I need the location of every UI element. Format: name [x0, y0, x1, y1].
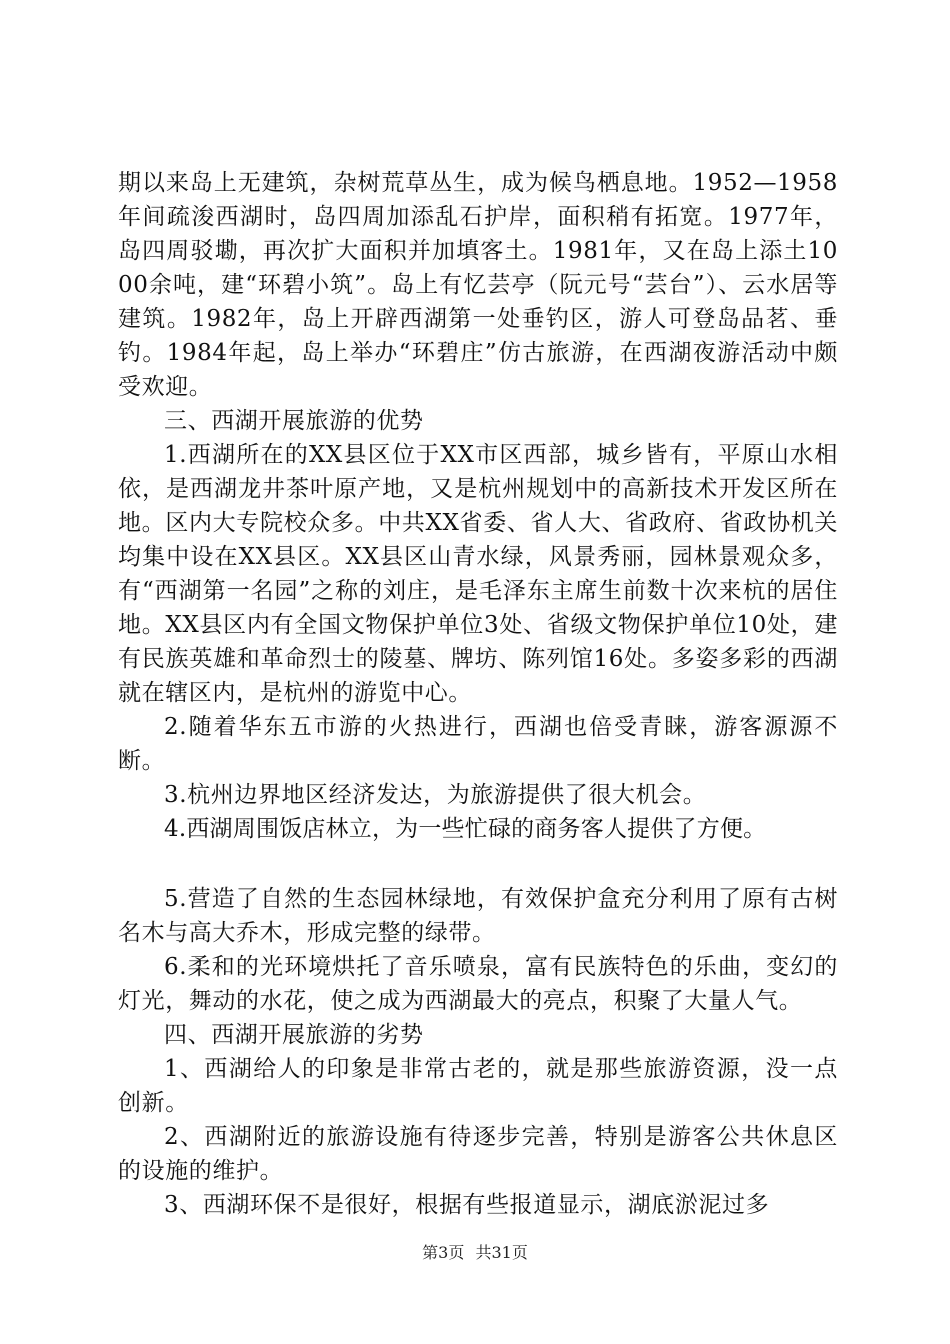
- document-body: [118, 166, 838, 1222]
- advantage-item-6: 6.柔和的光环境烘托了音乐喷泉，富有民族特色的乐曲，变幻的灯光，舞动的水花，使之成为西湖最大的亮点，积聚了大量人气。: [118, 954, 838, 1014]
- advantage-item-5: 5.营造了自然的生态园林绿地，有效保护盒充分利用了原有古树名木与高大乔木，形成完整的绿带。: [118, 886, 838, 946]
- page-number: 第3页: [422, 1243, 465, 1262]
- disadvantage-item-1: 1、西湖给人的印象是非常古老的，就是那些旅游资源，没一点创新。: [118, 1056, 838, 1116]
- advantage-item-3: 3.杭州边界地区经济发达，为旅游提供了很大机会。: [164, 782, 707, 808]
- page-footer: [0, 1240, 950, 1263]
- paragraph-spacer: [118, 846, 838, 882]
- advantage-item-1: 1.西湖所在的XX县区位于XX市区西部，城乡皆有，平原山水相依，是西湖龙井茶叶原产地，又是杭州规划中的高新技术开发区所在地。区内大专院校众多。中共XX省委、省人大、省政府、省政协机关均集中设在XX县区。XX县区山青水绿，风景秀丽，园林景观众多，有“西湖第一名园”之称的刘庄，是毛泽东主席生前数十次来杭的居住地。XX县区内有全国文物保护单位3处、省级文物保护单位10处，建有民族英雄和革命烈士的陵墓、牌坊、陈列馆16处。多姿多彩的西湖就在辖区内，是杭州的游览中心。: [118, 442, 838, 706]
- advantage-item-2: 2.随着华东五市游的火热进行，西湖也倍受青睐，游客源源不断。: [118, 714, 838, 774]
- disadvantage-item-2: 2、西湖附近的旅游设施有待逐步完善，特别是游客公共休息区的设施的维护。: [118, 1124, 838, 1184]
- disadvantage-item-3: 3、西湖环保不是很好，根据有些报道显示，湖底淤泥过多: [164, 1192, 770, 1218]
- section-heading-advantages: 三、西湖开展旅游的优势: [164, 408, 424, 434]
- advantage-item-4: 4.西湖周围饭店林立，为一些忙碌的商务客人提供了方便。: [164, 816, 767, 842]
- section-heading-disadvantages: 四、西湖开展旅游的劣势: [164, 1022, 424, 1048]
- paragraph-continued: 期以来岛上无建筑，杂树荒草丛生，成为候鸟栖息地。1952—1958年间疏浚西湖时，岛四周加添乱石护岸，面积稍有拓宽。1977年，岛四周驳墈，再次扩大面积并加填客土。1981年，又在岛上添土1000余吨，建“环碧小筑”。岛上有忆芸亭（阮元号“芸台”）、云水居等建筑。1982年，岛上开辟西湖第一处垂钓区，游人可登岛品茗、垂钓。1984年起，岛上举办“环碧庄”仿古旅游，在西湖夜游活动中颇受欢迎。: [118, 170, 838, 400]
- page-total: 共31页: [475, 1243, 528, 1262]
